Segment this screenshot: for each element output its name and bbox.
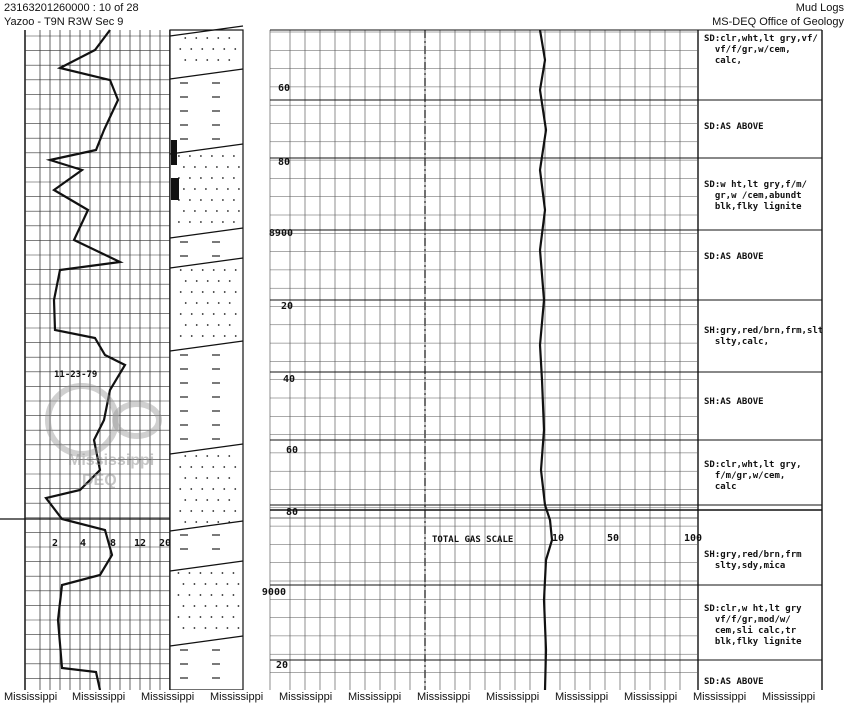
- footer-text: Mississippi: [762, 691, 816, 703]
- sand-dot: [194, 210, 196, 212]
- lithology-column: [170, 26, 243, 690]
- sand-dot: [234, 488, 236, 490]
- sand-dot: [216, 210, 218, 212]
- total-gas-curve: [540, 30, 552, 690]
- sand-dot: [212, 48, 214, 50]
- sand-dot: [201, 48, 203, 50]
- footer-text: Mississippi: [417, 691, 471, 703]
- sand-dot: [233, 155, 235, 157]
- drill-scale-8: 8: [110, 538, 117, 549]
- sand-dot: [189, 616, 191, 618]
- sand-dot: [211, 177, 213, 179]
- sand-dot: [191, 335, 193, 337]
- footer-text: Mississippi: [348, 691, 402, 703]
- sand-dot: [201, 510, 203, 512]
- sand-dot: [228, 37, 230, 39]
- sand-dot: [207, 280, 209, 282]
- sand-dot: [235, 335, 237, 337]
- depth-label: 80: [277, 157, 290, 168]
- sand-dot: [229, 324, 231, 326]
- depth-label: 20: [280, 301, 293, 312]
- footer-text: Mississippi: [624, 691, 678, 703]
- sand-dot: [211, 616, 213, 618]
- sand-dot: [228, 455, 230, 457]
- sand-dot: [191, 269, 193, 271]
- sand-dot: [179, 466, 181, 468]
- footer-text: Mississippi: [279, 691, 333, 703]
- sand-dot: [202, 335, 204, 337]
- sand-dot: [202, 269, 204, 271]
- sand-dot: [178, 594, 180, 596]
- sand-dot: [238, 166, 240, 168]
- sand-dot: [213, 269, 215, 271]
- sand-dot: [227, 605, 229, 607]
- sand-dot: [233, 199, 235, 201]
- gas-scale-title: TOTAL GAS SCALE: [432, 535, 514, 545]
- sand-dot: [223, 488, 225, 490]
- footer-text: Mississippi: [486, 691, 540, 703]
- sand-dot: [184, 499, 186, 501]
- sand-dot: [217, 59, 219, 61]
- lithology-description: SD:AS ABOVE: [704, 252, 764, 262]
- sand-dot: [216, 583, 218, 585]
- sand-dot: [178, 155, 180, 157]
- sand-dot: [179, 510, 181, 512]
- sand-dot: [222, 177, 224, 179]
- sand-dot: [206, 521, 208, 523]
- sand-dot: [213, 335, 215, 337]
- drill-scale-20: 20: [159, 538, 172, 549]
- sand-dot: [212, 488, 214, 490]
- sand-dot: [196, 280, 198, 282]
- sand-dot: [178, 572, 180, 574]
- sand-dot: [195, 455, 197, 457]
- footer-text: Mississippi: [4, 691, 58, 703]
- sand-dot: [223, 466, 225, 468]
- sand-dot: [183, 583, 185, 585]
- sand-dot: [228, 499, 230, 501]
- sand-dot: [178, 221, 180, 223]
- footer-text: Mississippi: [72, 691, 126, 703]
- sand-dot: [238, 188, 240, 190]
- sand-dot: [206, 477, 208, 479]
- sand-dot: [234, 466, 236, 468]
- sand-dot: [184, 477, 186, 479]
- sand-dot: [201, 488, 203, 490]
- sand-dot: [195, 37, 197, 39]
- sand-dot: [194, 188, 196, 190]
- sand-dot: [202, 313, 204, 315]
- sand-dot: [179, 48, 181, 50]
- sand-dot: [222, 616, 224, 618]
- sand-dot: [184, 37, 186, 39]
- sand-dot: [180, 291, 182, 293]
- sand-dot: [191, 313, 193, 315]
- footer-text: Mississippi: [210, 691, 264, 703]
- drill-scale-4: 4: [80, 538, 87, 549]
- well-location: Yazoo - T9N R3W Sec 9: [4, 16, 124, 28]
- sand-dot: [216, 627, 218, 629]
- sand-dot: [205, 188, 207, 190]
- sand-dot: [229, 302, 231, 304]
- sand-dot: [227, 210, 229, 212]
- footer-text: Mississippi: [141, 691, 195, 703]
- sand-dot: [190, 466, 192, 468]
- drill-scale-2: 2: [52, 538, 59, 549]
- sand-dot: [206, 59, 208, 61]
- sand-dot: [216, 166, 218, 168]
- sand-dot: [194, 583, 196, 585]
- sand-dot: [207, 302, 209, 304]
- sand-dot: [223, 48, 225, 50]
- sand-dot: [206, 37, 208, 39]
- sand-dot: [206, 499, 208, 501]
- sand-dot: [180, 335, 182, 337]
- lignite-mark: [171, 140, 177, 165]
- gas-scale-100: 100: [684, 533, 703, 544]
- lithology-description: SD:AS ABOVE: [704, 122, 764, 132]
- lithology-description: SD:AS ABOVE: [704, 677, 764, 687]
- sand-dot: [191, 291, 193, 293]
- sand-dot: [235, 269, 237, 271]
- sand-dot: [185, 324, 187, 326]
- record-id: 23163201260000 : 10 of 28: [4, 2, 139, 14]
- sand-dot: [222, 594, 224, 596]
- sand-dot: [200, 616, 202, 618]
- sand-dot: [233, 221, 235, 223]
- sand-dot: [183, 627, 185, 629]
- sand-dot: [228, 59, 230, 61]
- depth-label: 80: [285, 507, 298, 518]
- lithology-description: SD:clr,w ht,lt gry vf/f/gr,mod/w/ cem,sli calc,tr blk,flky lignite: [704, 604, 802, 647]
- sand-dot: [216, 188, 218, 190]
- depth-label: 9000: [261, 587, 286, 598]
- sand-dot: [218, 302, 220, 304]
- lithology-description: SH:AS ABOVE: [704, 397, 764, 407]
- sand-dot: [216, 605, 218, 607]
- watermark-line2: DEQ: [82, 472, 117, 489]
- sand-dot: [200, 177, 202, 179]
- sand-dot: [205, 166, 207, 168]
- lignite-mark: [171, 178, 179, 200]
- deq-seal-watermark: [42, 380, 162, 460]
- sand-dot: [205, 210, 207, 212]
- date-annotation: 11-23-79: [54, 370, 98, 380]
- sand-dot: [200, 594, 202, 596]
- sand-dot: [196, 324, 198, 326]
- sand-dot: [211, 572, 213, 574]
- sand-dot: [180, 269, 182, 271]
- sand-dot: [201, 466, 203, 468]
- sand-dot: [195, 59, 197, 61]
- sand-dot: [222, 572, 224, 574]
- sand-dot: [224, 291, 226, 293]
- sand-dot: [178, 616, 180, 618]
- sand-dot: [227, 188, 229, 190]
- sand-dot: [222, 221, 224, 223]
- sand-dot: [200, 572, 202, 574]
- sand-dot: [183, 210, 185, 212]
- depth-label: 20: [275, 660, 288, 671]
- watermark-line1: Mississippi: [68, 452, 155, 469]
- lithology-description: SH:gry,red/brn,frm,slt slty,calc,: [704, 326, 824, 347]
- lithology-description: SD:w ht,lt gry,f/m/ gr,w /cem,abundt blk,flky lignite: [704, 180, 807, 212]
- sand-dot: [235, 291, 237, 293]
- sand-dot: [218, 324, 220, 326]
- sand-dot: [183, 166, 185, 168]
- sand-dot: [224, 269, 226, 271]
- sand-dot: [212, 510, 214, 512]
- depth-label: 40: [282, 374, 295, 385]
- sand-dot: [207, 324, 209, 326]
- sand-dot: [189, 177, 191, 179]
- sand-dot: [217, 455, 219, 457]
- sand-dot: [189, 155, 191, 157]
- sand-dot: [189, 199, 191, 201]
- sand-dot: [238, 627, 240, 629]
- depth-label: 8900: [268, 228, 293, 239]
- sand-dot: [190, 48, 192, 50]
- sand-dot: [217, 521, 219, 523]
- sand-dot: [183, 188, 185, 190]
- drill-scale-12: 12: [134, 538, 147, 549]
- footer-watermark-strip: [0, 690, 848, 705]
- depth-label: 60: [277, 83, 290, 94]
- sand-dot: [190, 510, 192, 512]
- sand-dot: [184, 455, 186, 457]
- footer-text: Mississippi: [693, 691, 747, 703]
- sand-dot: [194, 166, 196, 168]
- sand-dot: [217, 477, 219, 479]
- footer-text: Mississippi: [555, 691, 609, 703]
- sand-dot: [184, 521, 186, 523]
- sand-dot: [211, 199, 213, 201]
- sand-dot: [233, 572, 235, 574]
- sand-dot: [224, 313, 226, 315]
- sand-dot: [185, 280, 187, 282]
- sand-dot: [196, 302, 198, 304]
- depth-label: 60: [285, 445, 298, 456]
- sand-dot: [212, 466, 214, 468]
- sand-dot: [233, 177, 235, 179]
- sand-dot: [189, 221, 191, 223]
- sand-dot: [195, 499, 197, 501]
- sand-dot: [179, 488, 181, 490]
- sand-dot: [202, 291, 204, 293]
- sand-dot: [222, 199, 224, 201]
- sand-dot: [229, 280, 231, 282]
- sand-dot: [228, 477, 230, 479]
- sand-dot: [194, 627, 196, 629]
- sand-dot: [238, 210, 240, 212]
- sand-dot: [227, 583, 229, 585]
- sand-dot: [217, 499, 219, 501]
- sand-dot: [238, 583, 240, 585]
- sand-dot: [213, 291, 215, 293]
- sand-dot: [184, 59, 186, 61]
- lithology-frame: [170, 30, 243, 690]
- sand-dot: [189, 594, 191, 596]
- drill-rate-grid: [0, 30, 170, 690]
- sand-dot: [183, 605, 185, 607]
- document-type: Mud Logs: [795, 2, 844, 14]
- office-name: MS-DEQ Office of Geology: [712, 16, 844, 28]
- gas-scale-50: 50: [607, 533, 620, 544]
- gas-scale-10: 10: [552, 533, 565, 544]
- sand-dot: [205, 605, 207, 607]
- sand-dot: [200, 199, 202, 201]
- sand-dot: [211, 221, 213, 223]
- sand-dot: [211, 155, 213, 157]
- seal-icon: [42, 380, 162, 460]
- sand-dot: [180, 313, 182, 315]
- sand-dot: [227, 166, 229, 168]
- sand-dot: [205, 583, 207, 585]
- sand-dot: [218, 280, 220, 282]
- sand-dot: [234, 48, 236, 50]
- sand-dot: [195, 521, 197, 523]
- sand-dot: [223, 510, 225, 512]
- sand-dot: [222, 155, 224, 157]
- sand-dot: [238, 605, 240, 607]
- lithology-description: SH:gry,red/brn,frm slty,sdy,mica: [704, 550, 802, 571]
- sand-dot: [200, 221, 202, 223]
- sand-dot: [190, 488, 192, 490]
- sand-dot: [189, 572, 191, 574]
- sand-dot: [233, 616, 235, 618]
- sand-dot: [195, 477, 197, 479]
- sand-dot: [227, 627, 229, 629]
- lithology-description: SD:clr,wht,lt gry, f/m/gr,w/cem, calc: [704, 460, 802, 492]
- sand-dot: [224, 335, 226, 337]
- sand-dot: [185, 302, 187, 304]
- sand-dot: [213, 313, 215, 315]
- sand-dot: [194, 605, 196, 607]
- sand-dot: [217, 37, 219, 39]
- sand-dot: [234, 510, 236, 512]
- sand-dot: [205, 627, 207, 629]
- lithology-description: SD:clr,wht,lt gry,vf/ vf/f/gr,w/cem, calc,: [704, 34, 818, 66]
- sand-dot: [233, 594, 235, 596]
- sand-dot: [235, 313, 237, 315]
- sand-dot: [211, 594, 213, 596]
- sand-dot: [200, 155, 202, 157]
- sand-dot: [206, 455, 208, 457]
